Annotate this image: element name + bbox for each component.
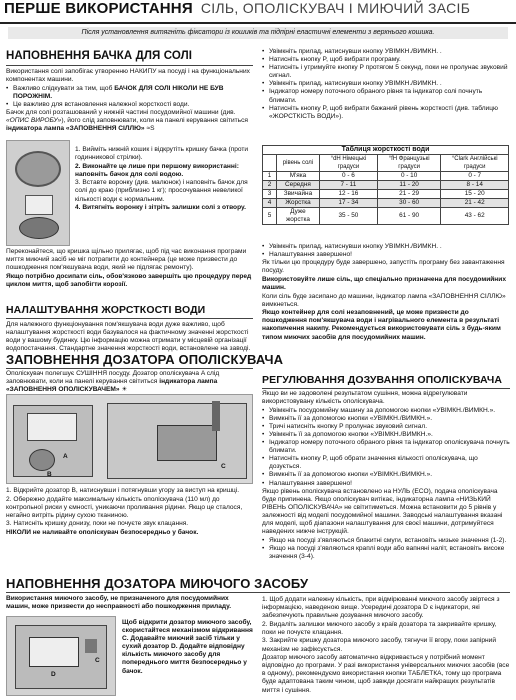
rinse-label-b: B <box>47 471 52 478</box>
table-row: 2 Середня 7 - 11 11 - 20 8 - 14 <box>263 181 509 190</box>
rinse-adjust-step-3: • Тричі натисніть кнопку P пролунає звуковий сигнал. <box>262 423 510 431</box>
salt-bullet-1: • Важливо слідкувати за тим, щоб БАЧОК ДЛЯ СОЛІ НІКОЛИ НЕ БУВ ПОРОЖНІМ. <box>6 85 253 101</box>
rinse-warning: НІКОЛИ не наливайте ополіскувач безпосередньо у бачок. <box>6 528 199 536</box>
install-note: Після установлення витягніть фіксатори із кошиків та підпірні еластичні елементи з верхнього кошика. <box>8 27 508 39</box>
rinse-adjust-step-8: • Налаштування завершено! <box>262 480 510 488</box>
rinse-adjust-para: Якщо рівень ополіскувача встановлено на НУЛЬ (ECO), подача ополіскувача буде припинена. Якщо ополіскувач витікає, індикаторна лампа «НИЗЬКИЙ РІВЕНЬ ОПОЛІСКУВАЧА» не світитиметься. Можна встановити до 5 рівнів у залежності від моделі посудомийної машини. Заводські налаштування вказані для моделі, щоб діапазони налаштування для своєї машини, дотримуйтеся наведених нижче інструкцій. <box>262 487 503 536</box>
rinse-cap-left <box>29 449 55 471</box>
water-hardness-table <box>262 145 509 225</box>
hardness-step-3: • Натисніть і утримуйте кнопку P протягом 5 секунд, поки не пролунає звуковий сигнал. <box>262 64 510 80</box>
rinse-step-3: 3. Натисніть кришку донизу, поки не почуєте звук клацання. <box>6 520 189 528</box>
rinse-adjust-title: РЕГУЛЮВАННЯ ДОЗУВАННЯ ОПОЛІСКУВАЧА <box>262 374 503 386</box>
rinse-intro-block <box>6 370 253 395</box>
hardness-step-2: • Натисніть кнопку P, щоб вибрати програму. <box>262 56 510 64</box>
salt-container-shape <box>19 217 59 239</box>
salt-steps <box>75 146 253 213</box>
rinse-illustration <box>6 394 253 484</box>
rinse-adjust-text <box>262 390 510 561</box>
rinse-adjust-underline <box>262 388 510 389</box>
table-header-dh: °dH Німецькі градуси <box>319 155 377 172</box>
salt-intro-block <box>6 68 253 134</box>
hardness-title-underline <box>6 318 253 319</box>
after-table-p3: Коли сіль буде засипано до машини, індикатор лампа «ЗАПОВНЕННЯ СІЛЛЮ» вимкнеться. <box>262 292 506 308</box>
detergent-compartment-left <box>27 413 77 441</box>
salt-title-underline <box>6 65 253 66</box>
rinse-section-title: ЗАПОВНЕННЯ ДОЗАТОРА ОПОЛІСКУВАЧА <box>6 352 284 367</box>
after-table-bullet-1: • Увімкніть прилад, натиснувши кнопку УВІМКН./ВИМКН. . <box>262 243 510 251</box>
rinse-step-1: 1. Відкрийте дозатор B, натиснувши і потягнувши угору за виступ на кришці. <box>6 487 240 494</box>
rinse-intro: Ополіскувач полегшує СУШІННЯ посуду. Дозатор ополіскувача A слід заповнювати, коли на панелі керування світиться індикатора лампа «ЗАПОВНЕННЯ ОПОЛІСКУВАЧЕМ» ☀ <box>6 370 220 394</box>
rinse-adjust-step-1: • Увімкніть посудомийну машину за допомогою кнопки «УВІМКН./ВИМКН.». <box>262 407 510 415</box>
pour-bottle-shape <box>212 401 220 431</box>
salt-indicator-icon: ≈S <box>146 125 155 133</box>
rinse-adjust-step-6: • Натисніть кнопку P, щоб обрати значення кількості ополіскувача, що дозується. <box>262 455 510 471</box>
detergent-steps <box>262 596 510 695</box>
detergent-step-1: 1. Щоб додати належну кількість, при відмірюванні миючого засобу звіртеся з інформацією, наведеною вище. Усередині дозатора D є індикатори, які забезпечують правильне дозування миючого засобу. <box>262 596 500 620</box>
detergent-intro: Використання миючого засобу, не призначеного для посудомийних машин, може призвести до несправності або пошкодження приладу. <box>6 595 232 611</box>
rinse-adjust-step-4: • Увімкніть її за допомогою кнопки «УВІМКН./ВИМКН.». <box>262 431 510 439</box>
detergent-step-2: 2. Видаліть залишки миючого засобу з країв дозатора та закривайте кришку, поки не почуєте клацання. <box>262 620 497 636</box>
salt-step-1: 1. Вийміть нижній кошик і відкрутіть кришку бачка (проти годинникової стрілки). <box>75 146 249 162</box>
rinse-adjust-intro: Якщо ви не задоволені результатом сушіння, можна відрегулювати використовувану кількість ополіскувача. <box>262 390 468 406</box>
page-header <box>0 0 516 22</box>
rinse-title-underline <box>6 368 253 369</box>
salt-closing <box>6 248 253 289</box>
hardness-step-1: • Увімкніть прилад, натиснувши кнопку УВІМКН./ВИМКН. . <box>262 48 510 56</box>
after-table-p2: Використовуйте лише сіль, що спеціально призначена для посудомийних машин. <box>262 275 507 291</box>
salt-section-title: НАПОВНЕННЯ БАЧКА ДЛЯ СОЛІ <box>6 50 193 62</box>
page-title: ПЕРШЕ ВИКОРИСТАННЯ <box>4 0 193 17</box>
rinse-adjust-step-5: • Індикатор номеру поточного обраного рівня та індикатор ополіскувача почнуть блимати. <box>262 439 510 455</box>
hardness-step-6: • Натисніть кнопку P, щоб вибрати бажаний рівень жорсткості (див. таблицю «ЖОРСТКІСТЬ ВОДИ»). <box>262 105 510 121</box>
salt-bullet-2: • Це важливо для встановлення належної жорсткості води. <box>6 101 253 109</box>
salt-step-4: 4. Витягніть воронку і зітріть залишки солі з отвору. <box>75 204 246 212</box>
hardness-section-title: НАЛАШТУВАННЯ ЖОРСТКОСТІ ВОДИ <box>6 304 206 316</box>
salt-para-cap: Переконайтеся, що кришка щільно прилягає, щоб під час виконання програми миття миючий засіб не міг потрапити до контейнера (це може призвести до пошкодження пом'якшувача води, який не підлягає ремонту). <box>6 248 247 272</box>
detergent-label-d: D <box>51 671 56 678</box>
after-table-p1: Як тільки цю процедуру буде завершено, запустіть програму без завантаження посуду. <box>262 259 505 275</box>
rinse-steps <box>6 487 253 538</box>
rinse-step-2: 2. Обережно додайте максимальну кількість ополіскувача (110 мл) до контрольної риски у ємності, уникаючи проливання рідини. Якщо це сталося, негайно витріть рідину сухою тканиною. <box>6 495 243 519</box>
detergent-title-underline <box>6 592 510 593</box>
salt-step-2: 2. Виконайте це лише при першому використанні: наповніть бачок для солі водою. <box>75 162 239 178</box>
hardness-step-5: • Індикатор номеру поточного обраного рівня та індикатор солі почнуть блимати. <box>262 88 510 104</box>
table-row: 5 Дуже жорстка 35 - 50 61 - 90 43 - 62 <box>263 208 509 225</box>
table-row: 3 Звичайна 12 - 16 21 - 29 15 - 20 <box>263 190 509 199</box>
rinse-adjust-step-2: • Вимкніть її за допомогою кнопки «УВІМКН./ВИМКН.». <box>262 415 510 423</box>
table-header-fh: °fH Французькі градуси <box>377 155 441 172</box>
after-table-p4: Якщо контейнер для солі незаповнений, це може призвести до пошкодження пом'якшувача води і нагрівального елемента в результаті накопичення накипу. Рекомендується використовувати сіль з будь-яким типом миючих засобів для посудомийних машин. <box>262 309 501 341</box>
hardness-text: Для належного функціонування пом'якшувача води дуже важливо, щоб налаштування жорсткості води базувалося на фактичному значенні жорсткості води у вашому будинку. Цю інформацію можна отримати у місцевій організації водопостачання. Стандартне значення жорсткості води, встановлене на заводі. <box>6 321 251 353</box>
table-row: 1 М'яка 0 - 6 0 - 10 0 - 7 <box>263 172 509 181</box>
salt-illustration <box>6 140 70 246</box>
latch-shape <box>85 639 97 653</box>
salt-cap-shape <box>15 151 61 187</box>
detergent-compartment <box>29 637 79 667</box>
detergent-box-text: Щоб відкрити дозатор миючого засобу, скористайтеся механізмом відкривання C. Додавайте миючий засіб тільки у сухий дозатор D. Додайте відповідну кількість миючого засобу для попереднього миття безпосередньо у бачок. <box>122 619 253 675</box>
after-table-text <box>262 243 510 342</box>
detergent-step-3: 3. Закрийте кришку дозатора миючого засобу, тягнучи її вгору, поки запірний механізм не зафіксується. <box>262 637 497 653</box>
detergent-illustration <box>6 616 116 696</box>
page-subtitle: СІЛЬ, ОПОЛІСКУВАЧ І МИЮЧИЙ ЗАСІБ <box>200 0 471 16</box>
header-divider <box>0 22 516 24</box>
salt-intro: Використання солі запобігає утворенню НАКИПУ на посуді і на функціональних компонентах машини. <box>6 68 250 84</box>
salt-step-3: 3. Вставте воронку (див. малюнок) і наповніть бачок для солі до краю (приблизно 1 кг); просочування невеликої кількості води є нормальним. <box>75 179 248 203</box>
rinse-label-a: A <box>63 453 68 460</box>
table-header-index <box>263 155 277 172</box>
table-header-level: рівень солі <box>277 155 320 172</box>
table-caption: Таблиця жорсткості води <box>263 146 509 155</box>
rinse-adjust-tip-2: • Якщо на посуді з'являються краплі води або вапняні наліт, встановіть високе значення (3-4). <box>262 545 510 561</box>
detergent-para: Дозатор миючого засобу автоматично відкривається у потрібний момент відповідно до програми. У разі використання універсальних миючих засобів (все в одному), рекомендуємо використання кнопки ТАБЛЕТКА, тому що програма буде адаптована таким чином, щоб завжди досягати найкращих результатів миття і сушіння. <box>262 654 510 694</box>
rinse-adjust-step-7: • Вимкніть її за допомогою кнопки «УВІМКН./ВИМКН.». <box>262 471 510 479</box>
rinse-indicator-icon: ☀ <box>121 386 128 394</box>
rinse-dispenser-open <box>157 425 217 461</box>
detergent-label-c: C <box>95 657 100 664</box>
table-header-clark: °Clark Англійські градуси <box>441 155 509 172</box>
after-table-bullet-2: • Налаштування завершено! <box>262 251 510 259</box>
detergent-section-title: НАПОВНЕННЯ ДОЗАТОРА МИЮЧОГО ЗАСОБУ <box>6 576 309 591</box>
rinse-adjust-tip-1: • Якщо на посуді з'являються блакитні смуги, встановіть низьке значення (1-2). <box>262 537 510 545</box>
hardness-settings <box>262 48 510 121</box>
hardness-step-4: • Увімкніть прилад, натиснувши кнопку УВІМКН./ВИМКН. . <box>262 80 510 88</box>
salt-location-text: Бачок для солі розташований у нижній частині посудомийної машини (див. «ОПИС ВИРОБУ»), його слід заповнювати, коли на панелі керування світиться індикатора лампа «ЗАПОВНЕННЯ СІЛЛЮ» ≈S <box>6 108 248 133</box>
rinse-label-c: C <box>221 463 226 470</box>
table-row: 4 Жорстка 17 - 34 30 - 60 21 - 42 <box>263 199 509 208</box>
salt-para-refill: Якщо потрібно досипати сіль, обов'язково завершіть цю процедуру перед циклом миття, щоб запобігти корозії. <box>6 272 252 288</box>
funnel-shape <box>25 195 53 215</box>
